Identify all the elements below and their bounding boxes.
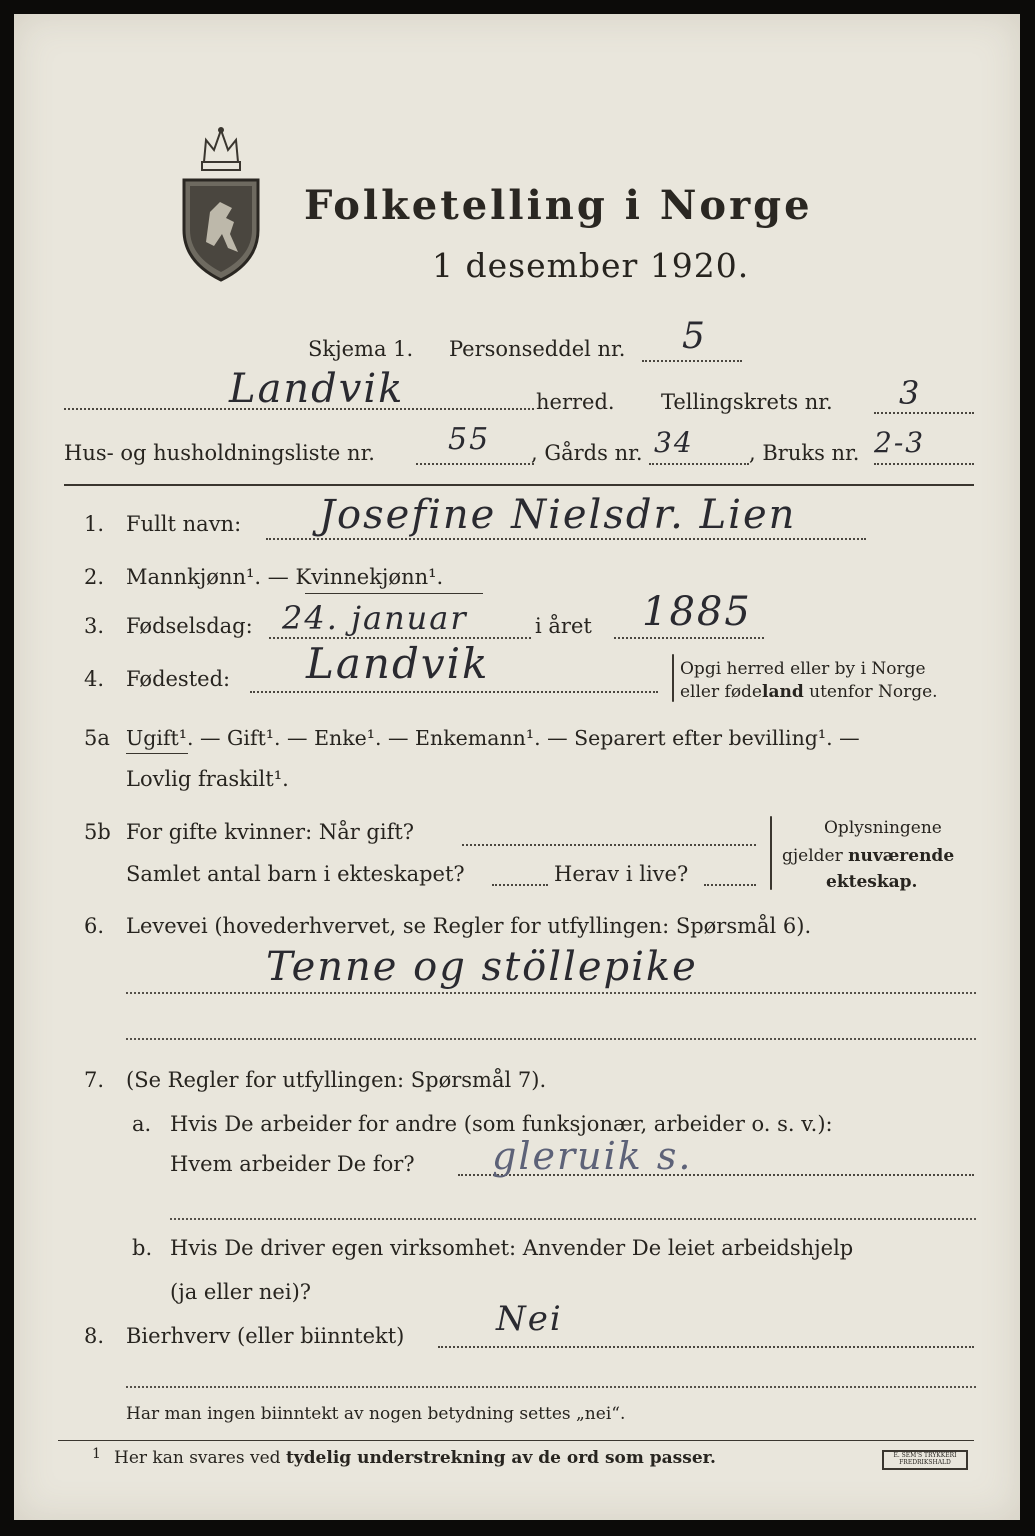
q4-label: Fødested:	[126, 667, 231, 691]
q7a-employer[interactable]: gleruik s.	[492, 1134, 693, 1178]
q7a-line2	[170, 1218, 976, 1220]
hus-value[interactable]: 55	[448, 422, 491, 457]
census-form-page	[14, 14, 1020, 1520]
q7a-question: Hvis De arbeider for andre (som funksjonær, arbeider o. s. v.):	[170, 1112, 833, 1136]
q7-number: 7.	[84, 1068, 105, 1092]
census-date: 1 desember 1920.	[432, 246, 750, 285]
printer-stamp-text: E. SEM'S TRYKKERI FREDRIKSHALD	[893, 1452, 957, 1466]
q4-line	[250, 691, 658, 693]
q5b-married-line	[462, 844, 756, 846]
q4-note-line2: eller fødeland utenfor Norge.	[680, 682, 938, 702]
form-title: Folketelling i Norge	[304, 182, 813, 229]
herred-line	[64, 408, 534, 410]
q5a-status-options[interactable]: Ugift¹. — Gift¹. — Enke¹. — Enkemann¹. — Separert efter bevilling¹. —	[126, 726, 860, 750]
gards-value[interactable]: 34	[654, 426, 694, 459]
q5b-alive-line	[704, 884, 756, 886]
schema-label: Skjema 1.	[308, 337, 414, 361]
q5b-alive-label: Herav i live?	[554, 862, 689, 886]
coat-of-arms-icon	[176, 122, 266, 286]
bruks-label: , Bruks nr.	[749, 441, 860, 465]
krets-line	[874, 412, 974, 414]
person-number-line	[642, 360, 742, 362]
q5b-children-line	[492, 884, 548, 886]
q8-line	[438, 1346, 974, 1348]
herred-value[interactable]: Landvik	[229, 366, 405, 412]
q5b-note-line2: gjelder nuværende	[782, 846, 955, 866]
q7-label: (Se Regler for utfyllingen: Spørsmål 7).	[126, 1068, 547, 1092]
q6-label: Levevei (hovederhvervet, se Regler for utfyllingen: Spørsmål 6).	[126, 914, 812, 938]
q4-note-brace	[672, 654, 674, 702]
q4-birthplace[interactable]: Landvik	[306, 639, 490, 688]
person-number-value[interactable]: 5	[682, 316, 707, 357]
q5a-status-line2[interactable]: Lovlig fraskilt¹.	[126, 767, 289, 791]
q1-label: Fullt navn:	[126, 512, 242, 536]
q5a-underline-ugift	[126, 753, 188, 754]
q6-line1	[126, 992, 976, 994]
q5b-note-line1: Oplysningene	[824, 818, 942, 838]
q7b-letter: b.	[132, 1236, 153, 1260]
printer-stamp	[882, 1450, 968, 1470]
q3-year-label: i året	[535, 614, 592, 638]
footer-divider	[58, 1440, 974, 1441]
q3-label: Fødselsdag:	[126, 614, 253, 638]
q5b-note-brace	[770, 816, 772, 890]
footer-note: Har man ingen biinntekt av nogen betydning settes „nei“.	[126, 1404, 626, 1424]
header-divider	[64, 484, 974, 486]
q5b-note-line3: ekteskap.	[826, 872, 918, 892]
q2-underline-kvinnekjonn	[305, 593, 483, 594]
krets-label: Tellingskrets nr.	[661, 390, 833, 414]
q3-birth-date[interactable]: 24. januar	[282, 599, 468, 637]
q5b-married-when: For gifte kvinner: Når gift?	[126, 820, 415, 844]
hus-label: Hus- og husholdningsliste nr.	[64, 441, 375, 465]
q7b-answer-label: (ja eller nei)?	[170, 1280, 312, 1304]
q7b-question: Hvis De driver egen virksomhet: Anvender De leiet arbeidshjelp	[170, 1236, 854, 1260]
gards-line	[649, 463, 749, 465]
q6-line2	[126, 1038, 976, 1040]
herred-label: herred.	[536, 390, 615, 414]
q8-line2	[126, 1386, 976, 1388]
bruks-value[interactable]: 2-3	[874, 426, 926, 459]
footnote-text: Her kan svares ved tydelig understrekning av de ord som passer.	[114, 1448, 716, 1468]
q8-side-income[interactable]: Nei	[496, 1299, 563, 1339]
footnote-number: 1	[92, 1446, 101, 1462]
gards-label: , Gårds nr.	[531, 441, 643, 465]
q7a-employer-label: Hvem arbeider De for?	[170, 1152, 415, 1176]
q3-year-line	[614, 637, 764, 639]
bruks-line	[874, 463, 974, 465]
q8-number: 8.	[84, 1324, 105, 1348]
q8-label: Bierhverv (eller biinntekt)	[126, 1324, 405, 1348]
q4-note-line1: Opgi herred eller by i Norge	[680, 659, 926, 679]
q6-number: 6.	[84, 914, 105, 938]
q5a-number: 5a	[84, 726, 110, 750]
q5b-children-label: Samlet antal barn i ekteskapet?	[126, 862, 465, 886]
q1-full-name[interactable]: Josefine Nielsdr. Lien	[319, 492, 797, 538]
q2-number: 2.	[84, 565, 105, 589]
q7a-letter: a.	[132, 1112, 152, 1136]
q3-birth-year[interactable]: 1885	[642, 589, 752, 635]
q3-number: 3.	[84, 614, 105, 638]
person-number-label: Personseddel nr.	[449, 337, 626, 361]
hus-line	[416, 463, 534, 465]
q1-line	[266, 538, 866, 540]
q5b-number: 5b	[84, 820, 111, 844]
q4-number: 4.	[84, 667, 105, 691]
q6-occupation[interactable]: Tenne og stöllepike	[266, 944, 698, 990]
q1-number: 1.	[84, 512, 105, 536]
q2-gender-options[interactable]: Mannkjønn¹. — Kvinnekjønn¹.	[126, 565, 444, 589]
krets-value[interactable]: 3	[899, 374, 922, 412]
